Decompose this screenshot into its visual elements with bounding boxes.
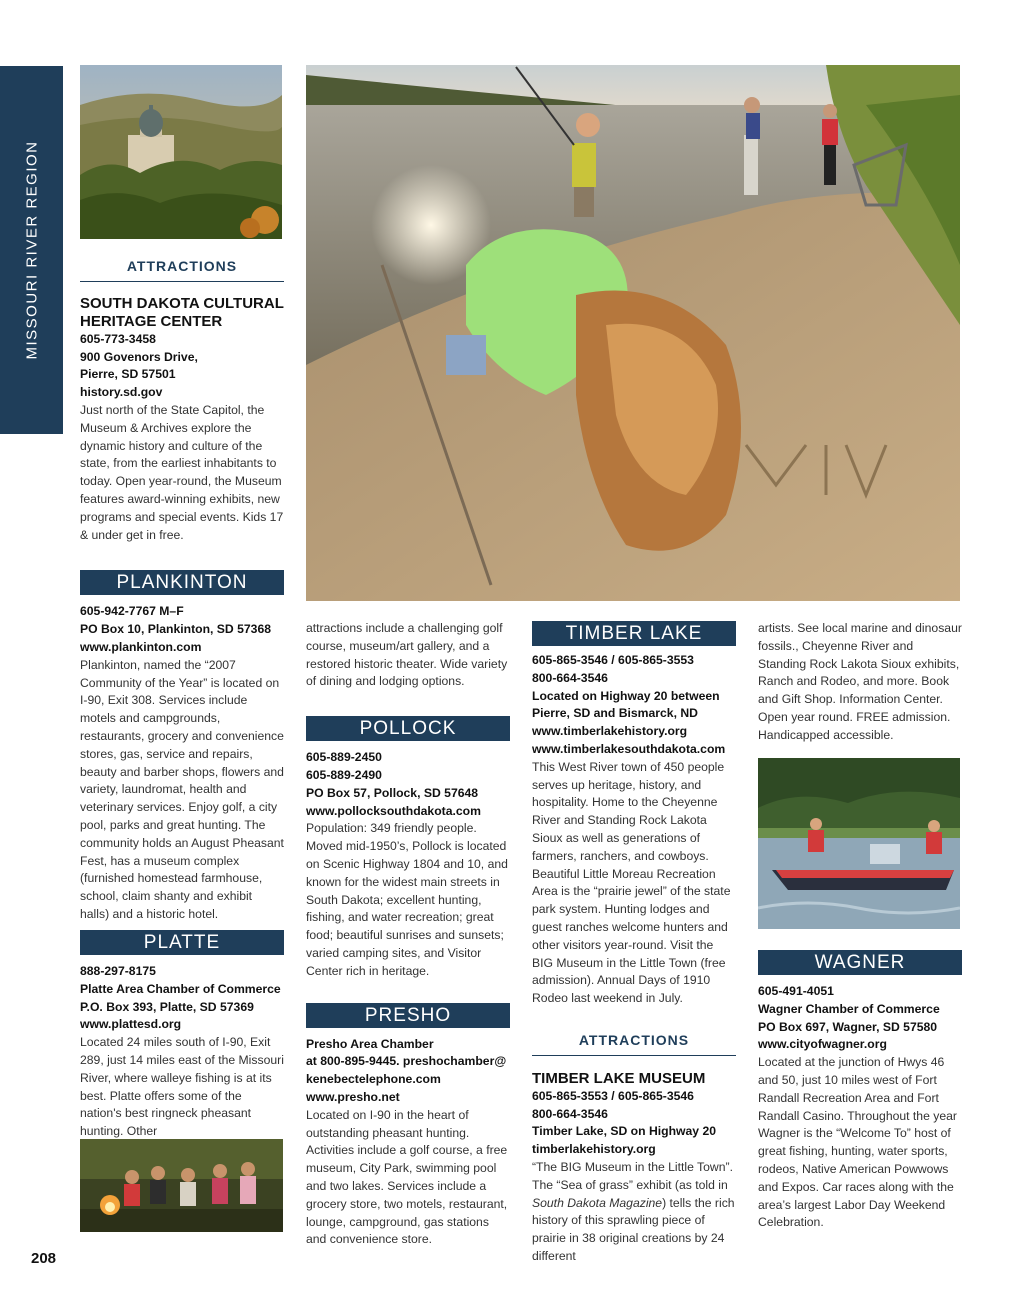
plankinton-address: PO Box 10, Plankinton, SD 57368	[80, 622, 272, 637]
column-1	[80, 258, 284, 924]
pollock-description: Population: 349 friendly people. Moved mid-1950’s, Pollock is located on Scenic Highway 1804 and 10, and known for the widest main streets in South Dakota; excellent hunting, fishing, and water recreation; great food; beautiful sunrises and sunsets; varied camping sites, and Visitor Center rich in heritage.	[306, 821, 508, 978]
timber-lake-website-2[interactable]: www.timberlakesouthdakota.com	[532, 741, 726, 756]
plankinton-heading: PLANKINTON	[80, 570, 284, 595]
platte-address: P.O. Box 393, Platte, SD 57369	[80, 999, 254, 1014]
platte-heading: PLATTE	[80, 930, 284, 955]
plankinton-phone: 605-942-7767 M–F	[80, 604, 184, 619]
timber-lake-location: Located on Highway 20 between	[532, 688, 720, 703]
attraction-name: SOUTH DAKOTA CULTURAL	[80, 294, 284, 312]
attraction-phone: 605-773-3458	[80, 331, 156, 346]
platte-org: Platte Area Chamber of Commerce	[80, 981, 281, 996]
timber-lake-phone: 605-865-3546 / 605-865-3553	[532, 653, 694, 667]
museum-tollfree: 800-664-3546	[532, 1106, 608, 1121]
attraction-description: Just north of the State Capitol, the Museum & Archives explore the dynamic history and culture of the state, from the earliest inhabitants to today. Open year-round, the Museum features award-winning exhibits, new programs and special events. Kids 17 & under get in free.	[80, 402, 284, 542]
attraction-address: 900 Govenors Drive,	[80, 349, 198, 364]
presho-email[interactable]: kenebectelephone.com	[306, 1072, 441, 1087]
pollock-phone-2: 605-889-2490	[306, 767, 382, 782]
wagner-phone: 605-491-4051	[758, 984, 834, 998]
region-label: MISSOURI RIVER REGION	[23, 140, 40, 360]
timber-lake-location-2: Pierre, SD and Bismarck, ND	[532, 706, 698, 721]
pollock-phone-1: 605-889-2450	[306, 750, 382, 765]
wagner-address: PO Box 697, Wagner, SD 57580	[758, 1019, 938, 1034]
platte-description-continued: attractions include a challenging golf course, museum/art gallery, and a restored historic theater. Wide variety of dining and lodging options.	[306, 621, 508, 689]
magazine-title: South Dakota Magazine	[532, 1195, 663, 1210]
timber-lake-tollfree: 800-664-3546	[532, 670, 608, 685]
attractions-heading: ATTRACTIONS	[80, 258, 284, 282]
wagner-heading: WAGNER	[758, 950, 962, 975]
wagner-description: Located at the junction of Hwys 46 and 50, just 10 miles west of Fort Randall Recreation Area and Fort Randall Casino. Throughout the year Wagner is the “Welcome To” host of great fishing, hunting, water sports, rodeos, Native American Powwows and Expos. Car races along with the area’s largest Labor Day Weekend Celebration.	[758, 1055, 957, 1230]
attraction-name-line2: HERITAGE CENTER	[80, 312, 223, 330]
capitol-photo	[80, 65, 282, 239]
column-4-lower	[758, 950, 962, 1232]
attraction-website[interactable]: history.sd.gov	[80, 385, 163, 400]
boat-photo	[758, 758, 960, 929]
presho-org: Presho Area Chamber	[306, 1036, 434, 1051]
pollock-address: PO Box 57, Pollock, SD 57648	[306, 785, 479, 800]
page-number: 208	[31, 1250, 57, 1267]
presho-contact: at 800-895-9445. preshochamber@	[306, 1054, 507, 1069]
plankinton-website[interactable]: www.plankinton.com	[80, 639, 202, 654]
museum-phone: 605-865-3553 / 605-865-3546	[532, 1088, 694, 1103]
region-side-tab	[0, 66, 63, 434]
museum-name: TIMBER LAKE MUSEUM	[532, 1069, 706, 1087]
pollock-heading: POLLOCK	[306, 716, 510, 741]
platte-phone: 888-297-8175	[80, 964, 156, 978]
wagner-website[interactable]: www.cityofwagner.org	[758, 1037, 887, 1052]
campfire-photo	[80, 1139, 283, 1232]
presho-heading: PRESHO	[306, 1003, 510, 1028]
presho-website[interactable]: www.presho.net	[306, 1089, 400, 1104]
pollock-website[interactable]: www.pollocksouthdakota.com	[306, 803, 481, 818]
platte-website[interactable]: www.plattesd.org	[80, 1017, 182, 1032]
timber-lake-description: This West River town of 450 people serves up heritage, history, and hospitality. Home to the Cheyenne River and Standing Rock Lakota Sioux as well as generations of farmers, ranchers, and cowboys. Beautiful Little Moreau Recreation Area is the “prairie jewel” of the state park system. Hunting lodges and guest ranches welcome hunters and other visitors year-round. Visit the BIG Museum in the Little Town (free admission). Annual Days of 1910 Rodeo last weekend in July.	[532, 759, 731, 1006]
presho-description: Located on I-90 in the heart of outstanding pheasant hunting. Activities include a golf course, a free museum, City Park, swimming pool and two lakes. Services include a grocery store, two motels, restaurant, lounge, campground, gas stations and convenience store.	[306, 1107, 508, 1247]
attraction-city: Pierre, SD 57501	[80, 367, 176, 382]
museum-location: Timber Lake, SD on Highway 20	[532, 1124, 716, 1139]
column-1-lower	[80, 930, 284, 1141]
timber-lake-website-1[interactable]: www.timberlakehistory.org	[532, 724, 688, 739]
wagner-org: Wagner Chamber of Commerce	[758, 1001, 940, 1016]
column-3	[532, 621, 736, 1266]
museum-website[interactable]: timberlakehistory.org	[532, 1142, 656, 1157]
museum-attractions-heading: ATTRACTIONS	[532, 1032, 736, 1056]
museum-description-continued: artists. See local marine and dinosaur fossils., Cheyenne River and Standing Rock Lakota Sioux exhibits, Ranch and Rodeo, and more. Book and Gift Shop. Information Center. Open year round. FREE admission. Handicapped accessible.	[758, 621, 962, 742]
timber-lake-heading: TIMBER LAKE	[532, 621, 736, 646]
column-2	[306, 620, 510, 1249]
beach-fishing-photo	[306, 65, 960, 601]
plankinton-description: Plankinton, named the “2007 Community of the Year” is located on I-90, Exit 308. Services include motels and campgrounds, restaurants, grocery and convenience stores, gas, service and repairs, beauty and barber shops, flowers and variety, laundromat, health and veterinary services. Enjoy golf, a city pool, parks and great hunting. The community holds an August Pheasant Fest, has a museum complex (furnished homestead farmhouse, school, claim shanty and exhibit halls) and a historic hotel.	[80, 657, 284, 921]
platte-description: Located 24 miles south of I-90, Exit 289, just 14 miles east of the Missouri River, where walleye fishing is at its best. Platte offers some of the nation's best ringneck pheasant hunting. Other	[80, 1035, 284, 1139]
museum-description: “The BIG Museum in the Little Town”. The “Sea of grass” exhibit (as told in South Dakota Magazine) tells the rich history of this sprawling piece of prairie in 38 original creations by 24 different	[532, 1159, 735, 1263]
column-4	[758, 620, 962, 745]
